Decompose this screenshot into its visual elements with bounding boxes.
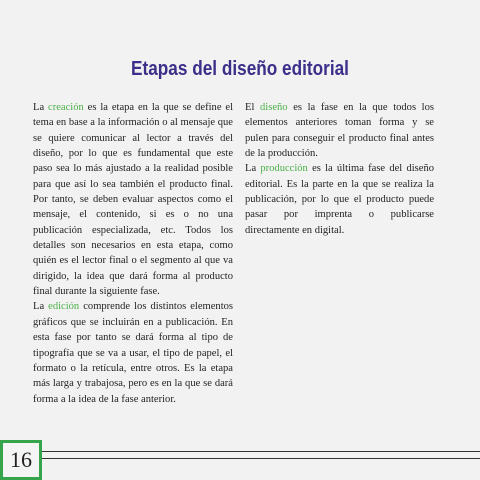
keyword-produccion: producción (260, 163, 308, 175)
page-number: 16 (10, 447, 32, 472)
page-title: Etapas del diseño editorial (131, 58, 349, 80)
page-number-box (0, 440, 42, 480)
left-column (33, 100, 233, 407)
keyword-edicion: edición (48, 301, 80, 313)
paragraph-body: es la última fase del diseño editorial. Es la parte en la que se realiza la publicación, por lo que el producto puede pasar por imprenta o publicarse directamente en digital. (245, 163, 434, 236)
footer-rule-top (42, 451, 480, 452)
paragraph-produccion (245, 161, 434, 238)
footer-rule-bottom (42, 458, 480, 459)
paragraph-edicion (33, 299, 233, 406)
paragraph-prefix: El (245, 102, 261, 113)
page-number-frame (3, 443, 39, 477)
right-column (245, 100, 434, 238)
paragraph-body: es la etapa en la que se define el tema en base a la información o al mensaje que se quiere comunicar al lector a través del diseño, por lo que es fundamental que este paso sea lo más ajustado a la realidad posible para que así lo sea también el producto final. Por tanto, se deben evaluar aspectos como el mensaje, el contenido, si es o no una publicación especializada, etc. Todos los detalles son necesarios en esta etapa, como quién es el lector final o el segmento al que va dirigido, la idea que dará forma al producto final durante la siguiente fase. (33, 102, 234, 298)
paragraph-body: es la fase en la que todos los elementos anteriores toman forma y se pulen para conseguir el producto final antes de la producción. (245, 102, 434, 160)
paragraph-prefix: La (245, 163, 261, 175)
keyword-diseno: diseño (260, 102, 288, 113)
paragraph-diseno (245, 100, 434, 161)
paragraph-prefix: La (33, 301, 49, 313)
keyword-creacion: creación (48, 102, 84, 113)
paragraph-creacion (33, 100, 233, 299)
paragraph-body: comprende los distintos elementos gráficos que se incluirán en a publicación. En esta fase por tanto se dará forma al tipo de tipografía que se va a usar, el tipo de papel, el formato o la retícula, entre otros. Es la etapa más larga y trabajosa, pero es en la que se dará forma a la idea de la fase anterior. (33, 301, 233, 405)
paragraph-prefix: La (33, 102, 49, 113)
